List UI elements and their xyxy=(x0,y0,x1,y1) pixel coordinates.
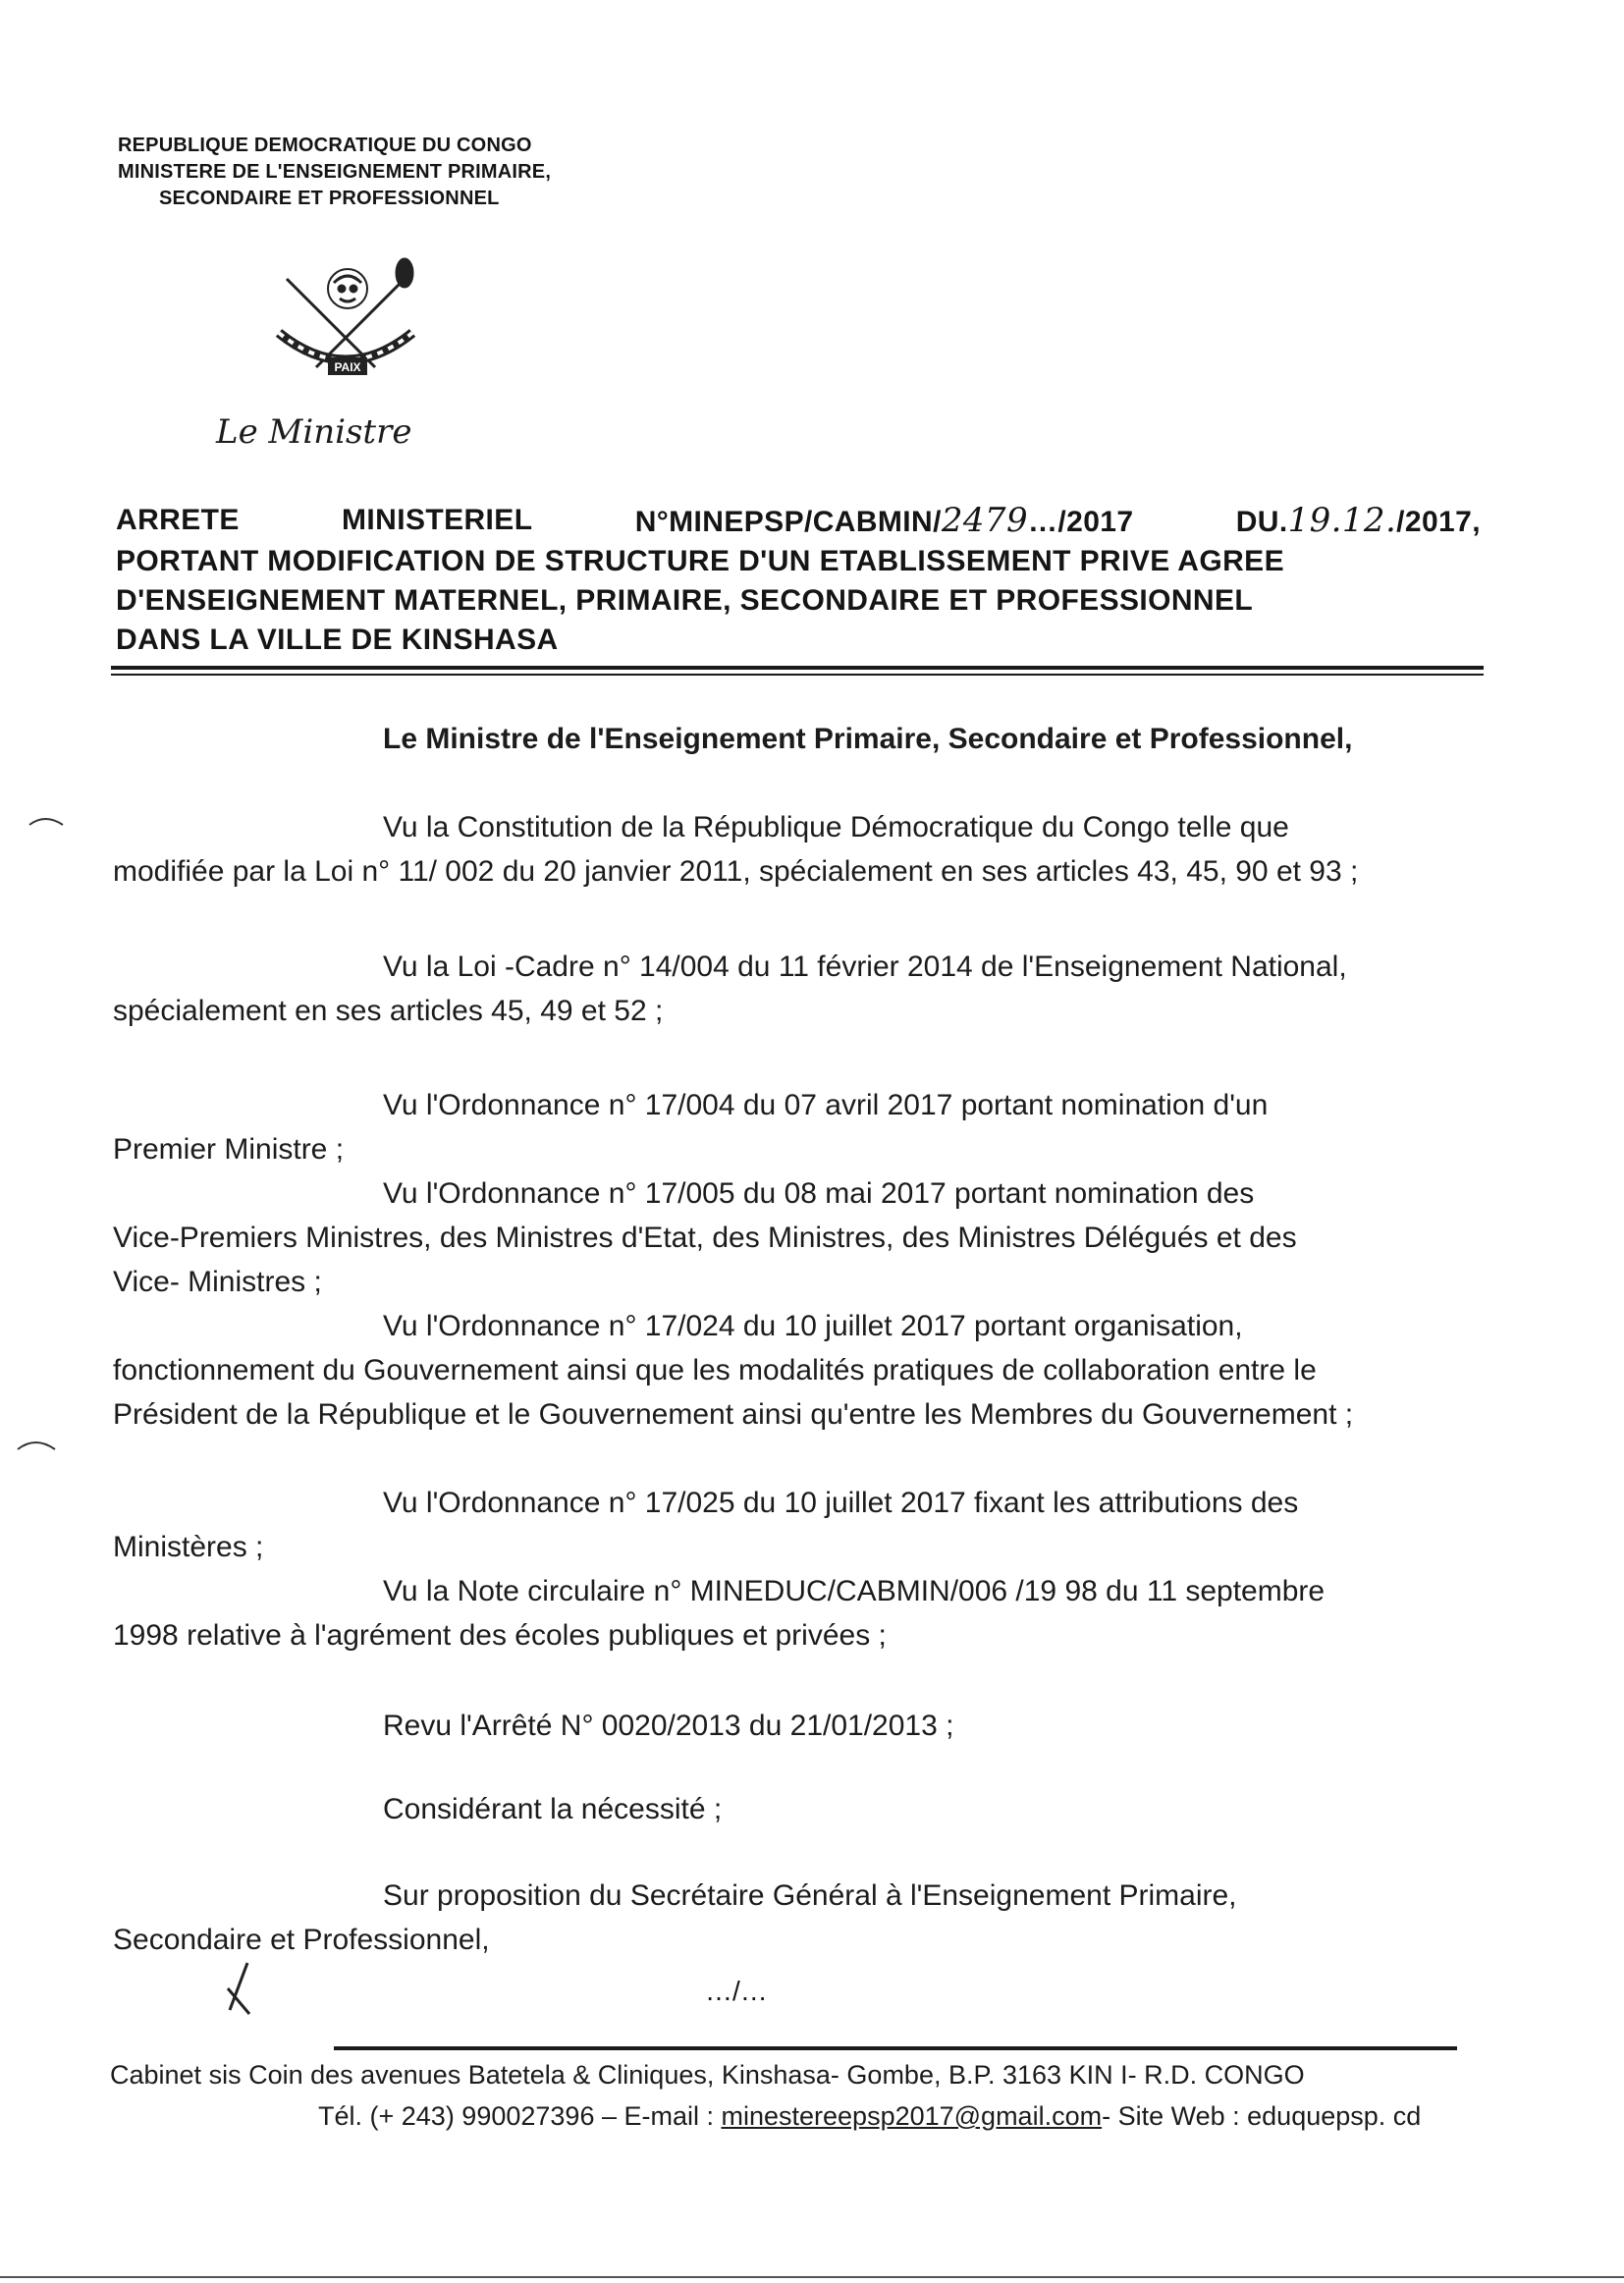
title-rule xyxy=(111,666,1484,670)
whereas-ordinance-17-004: Vu l'Ordonnance n° 17/004 du 07 avril 2017 portant nomination d'un Premier Ministre ; xyxy=(113,1089,1269,1166)
on-proposal: Sur proposition du Secrétaire Général à l'Enseignement Primaire, Secondaire et Professionnel, xyxy=(113,1879,1237,1956)
coat-of-arms-icon xyxy=(257,240,434,397)
issuing-minister: Le Ministre de l'Enseignement Primaire, Secondaire et Professionnel, xyxy=(383,723,1353,755)
whereas-constitution: Vu la Constitution de la République Démocratique du Congo telle que modifiée par la Loi n° 11/ 002 du 20 janvier 2011, spécialement en ses articles 43, 45, 90 et 93 ; xyxy=(113,811,1359,888)
country-name: REPUBLIQUE DEMOCRATIQUE DU CONGO xyxy=(118,135,532,156)
decree-number-line xyxy=(116,501,1481,542)
title-line-2: PORTANT MODIFICATION DE STRUCTURE D'UN ETABLISSEMENT PRIVE AGREE xyxy=(116,545,1284,577)
ministry-name: MINISTERE DE L'ENSEIGNEMENT PRIMAIRE, xyxy=(118,161,552,183)
decree-word: ARRETE xyxy=(116,504,240,536)
whereas-ordinance-17-024: Vu l'Ordonnance n° 17/024 du 10 juillet 2017 portant organisation, fonctionnement du Gouvernement ainsi que les modalités pratiques de collaboration entre le Président de la République et le Gouvernement ainsi qu'entre les Membres du Gouvernement ; xyxy=(113,1310,1354,1431)
letterhead xyxy=(118,133,551,212)
margin-mark xyxy=(16,1434,59,1455)
whereas-ordinance-17-025: Vu l'Ordonnance n° 17/025 du 10 juillet 2017 fixant les attributions des Ministères ; xyxy=(113,1487,1299,1563)
footer-rule xyxy=(334,2046,1457,2050)
whereas-framework-law: Vu la Loi -Cadre n° 14/004 du 11 février 2014 de l'Enseignement National, spécialement en ses articles 45, 49 et 52 ; xyxy=(113,951,1347,1027)
office-title: Le Ministre xyxy=(216,412,412,452)
title-line-3: D'ENSEIGNEMENT MATERNEL, PRIMAIRE, SECONDAIRE ET PROFESSIONNEL xyxy=(116,584,1254,617)
title-rule-thin xyxy=(111,674,1484,676)
continued-mark: …/… xyxy=(705,1976,768,2006)
margin-mark xyxy=(27,811,67,831)
decree-number: N°MINEPSP/CABMIN/2479…/2017 xyxy=(634,501,1134,540)
revised-decree: Revu l'Arrêté N° 0020/2013 du 21/01/2013 ; xyxy=(383,1710,954,1742)
page-edge-line xyxy=(0,2276,1624,2278)
email-link[interactable]: minestereepsp2017@gmail.com xyxy=(721,2101,1103,2131)
decree-title xyxy=(116,501,1481,660)
handwritten-date: 19.12. xyxy=(1287,501,1397,540)
handwritten-number: 2479 xyxy=(941,501,1028,540)
considering-necessity: Considérant la nécessité ; xyxy=(383,1793,723,1825)
handwritten-initial xyxy=(218,1959,267,2018)
contact-line xyxy=(110,2095,1421,2137)
emblem-motto: PAIX xyxy=(334,360,361,374)
telephone: Tél. (+ 243) 990027396 – E-mail : xyxy=(318,2101,722,2131)
cabinet-address: Cabinet sis Coin des avenues Batetela & Cliniques, Kinshasa- Gombe, B.P. 3163 KIN I- R.D. CONGO xyxy=(110,2060,1305,2090)
ministry-name-cont: SECONDAIRE ET PROFESSIONNEL xyxy=(159,188,500,209)
decree-date: DU.19.12./2017, xyxy=(1235,501,1481,540)
whereas-ordinance-17-005: Vu l'Ordonnance n° 17/005 du 08 mai 2017 portant nomination des Vice-Premiers Ministres, des Ministres d'Etat, des Ministres, des Ministres Délégués et des Vice- Ministres ; xyxy=(113,1177,1297,1298)
footer xyxy=(110,2054,1421,2137)
website: - Site Web : eduquepsp. cd xyxy=(1102,2101,1422,2131)
decree-type: MINISTERIEL xyxy=(342,504,533,536)
title-line-4: DANS LA VILLE DE KINSHASA xyxy=(116,624,559,656)
whereas-circular-note: Vu la Note circulaire n° MINEDUC/CABMIN/006 /19 98 du 11 septembre 1998 relative à l'agrément des écoles publiques et privées ; xyxy=(113,1575,1326,1652)
